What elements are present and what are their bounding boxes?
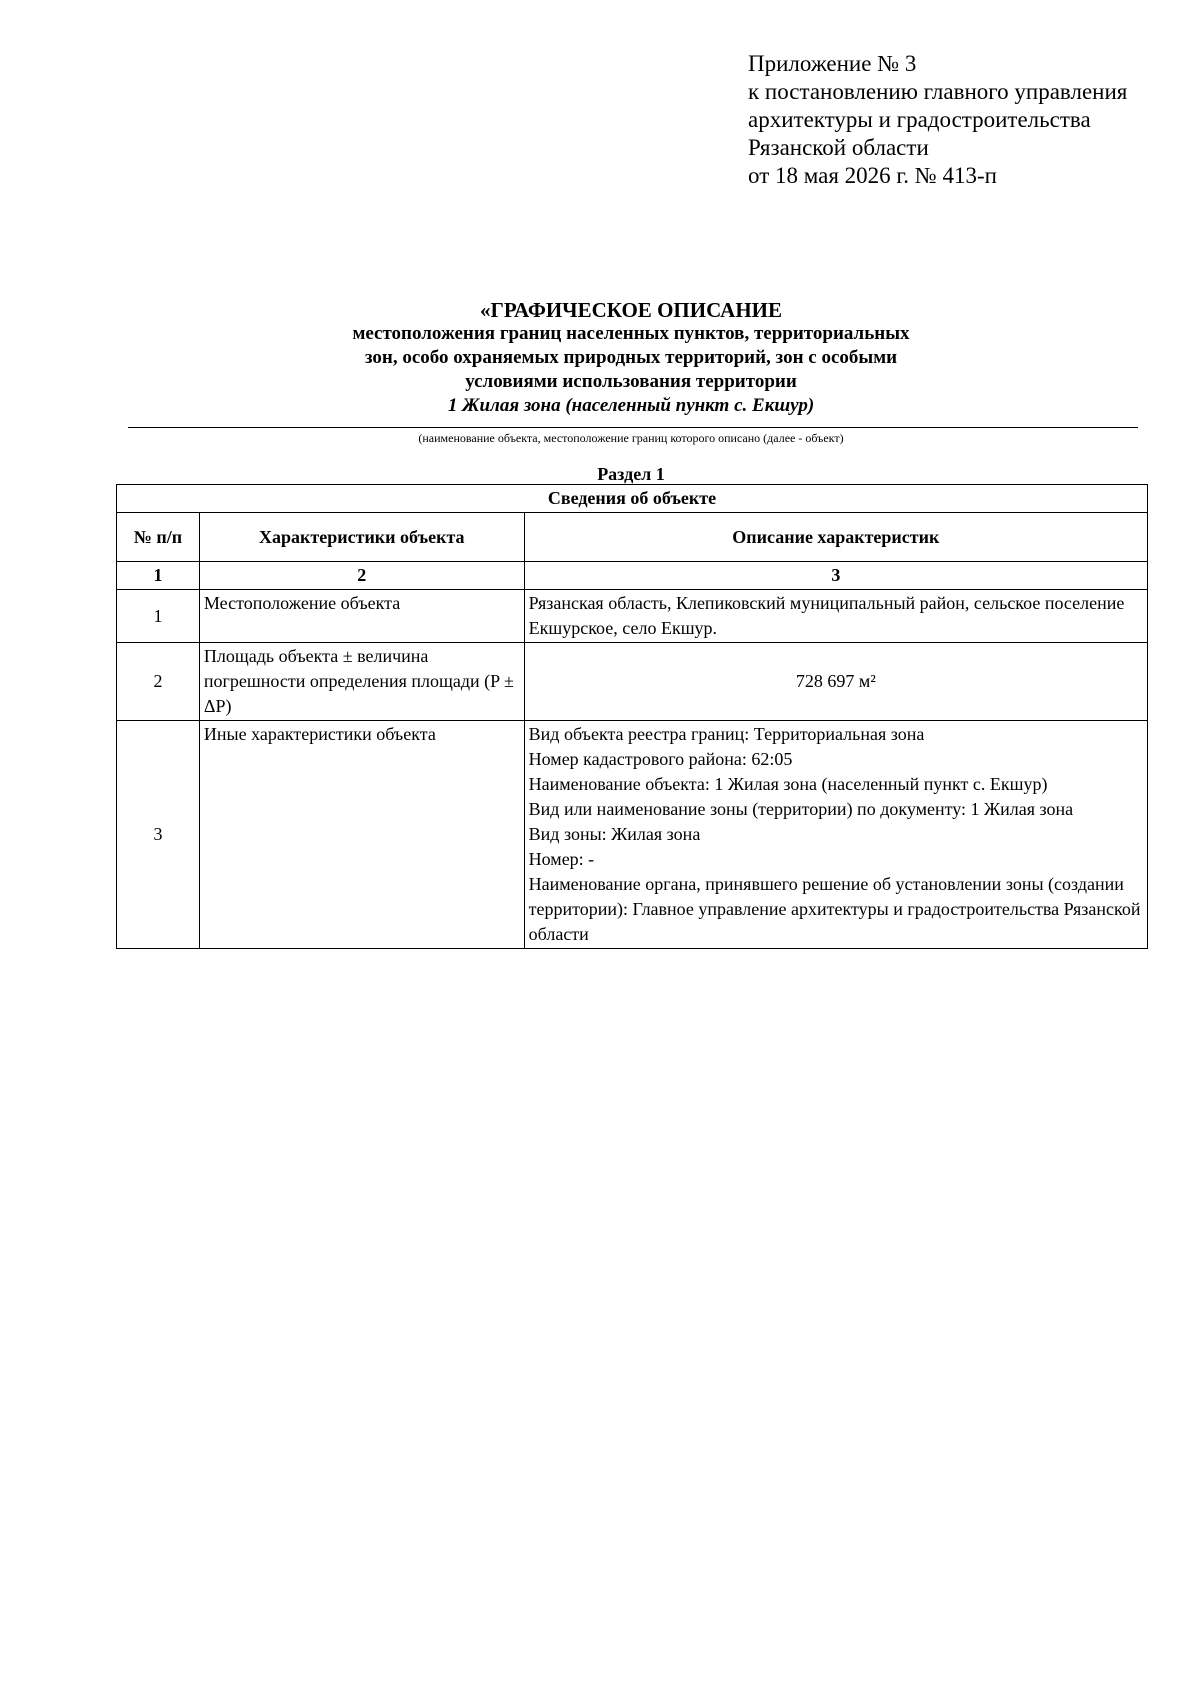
header-description: Описание характеристик	[524, 513, 1147, 562]
appendix-block	[748, 50, 1127, 190]
document-subtitle-line: местоположения границ населенных пунктов, территориальных	[352, 323, 910, 344]
appendix-line: Приложение № 3	[748, 51, 917, 76]
row-characteristic: Площадь объекта ± величина погрешности определения площади (P ± ΔP)	[199, 643, 524, 721]
appendix-line: архитектуры и градостроительства	[748, 107, 1091, 132]
appendix-line: Рязанской области	[748, 135, 929, 160]
description-line: Номер: -	[528, 849, 595, 869]
appendix-line: от 18 мая 2026 г. № 413-п	[748, 163, 997, 188]
document-heading: «ГРАФИЧЕСКОЕ ОПИСАНИЕ	[479, 298, 783, 322]
row-characteristic: Иные характеристики объекта	[199, 721, 524, 949]
col-number: 2	[199, 562, 524, 590]
row-description	[524, 590, 1147, 643]
section-title: Раздел 1	[597, 464, 665, 484]
table-row	[117, 721, 1148, 949]
description-line: Наименование объекта: 1 Жилая зона (населенный пункт с. Екшур)	[528, 774, 1048, 794]
document-subtitle-line: зон, особо охраняемых природных территорий, зон с особыми	[364, 347, 898, 368]
document-subtitle-line: условиями использования территории	[465, 371, 797, 392]
description-line: Рязанская область, Клепиковский муниципальный район, сельское поселение Екшурское, село Екшур.	[528, 593, 1125, 638]
description-line: Вид или наименование зоны (территории) по документу: 1 Жилая зона	[528, 799, 1074, 819]
object-name-note: (наименование объекта, местоположение границ которого описано (далее - объект)	[418, 431, 844, 445]
table-row	[117, 643, 1148, 721]
col-number: 1	[117, 562, 200, 590]
table-caption: Сведения об объекте	[117, 485, 1148, 513]
table-row	[117, 590, 1148, 643]
description-line: Номер кадастрового района: 62:05	[528, 749, 793, 769]
object-name: 1 Жилая зона (населенный пункт с. Екшур)	[447, 395, 815, 416]
description-line: Вид объекта реестра границ: Территориальная зона	[528, 724, 925, 744]
row-characteristic: Местоположение объекта	[199, 590, 524, 643]
row-num: 1	[117, 590, 200, 643]
description-line: Наименование органа, принявшего решение об установлении зоны (создании территории): Главное управление архитектуры и градостроительства Рязанской области	[528, 874, 1141, 944]
appendix-line: к постановлению главного управления	[748, 79, 1128, 104]
row-num: 2	[117, 643, 200, 721]
area-value: 728 697 м²	[795, 671, 876, 691]
row-description	[524, 643, 1147, 721]
title-underline	[128, 427, 1138, 428]
row-description	[524, 721, 1147, 949]
description-line: Вид зоны: Жилая зона	[528, 824, 701, 844]
col-number: 3	[524, 562, 1147, 590]
header-characteristic: Характеристики объекта	[199, 513, 524, 562]
document-title-block	[0, 298, 1200, 418]
row-num: 3	[117, 721, 200, 949]
object-info-table	[116, 484, 1148, 949]
header-num: № п/п	[117, 513, 200, 562]
